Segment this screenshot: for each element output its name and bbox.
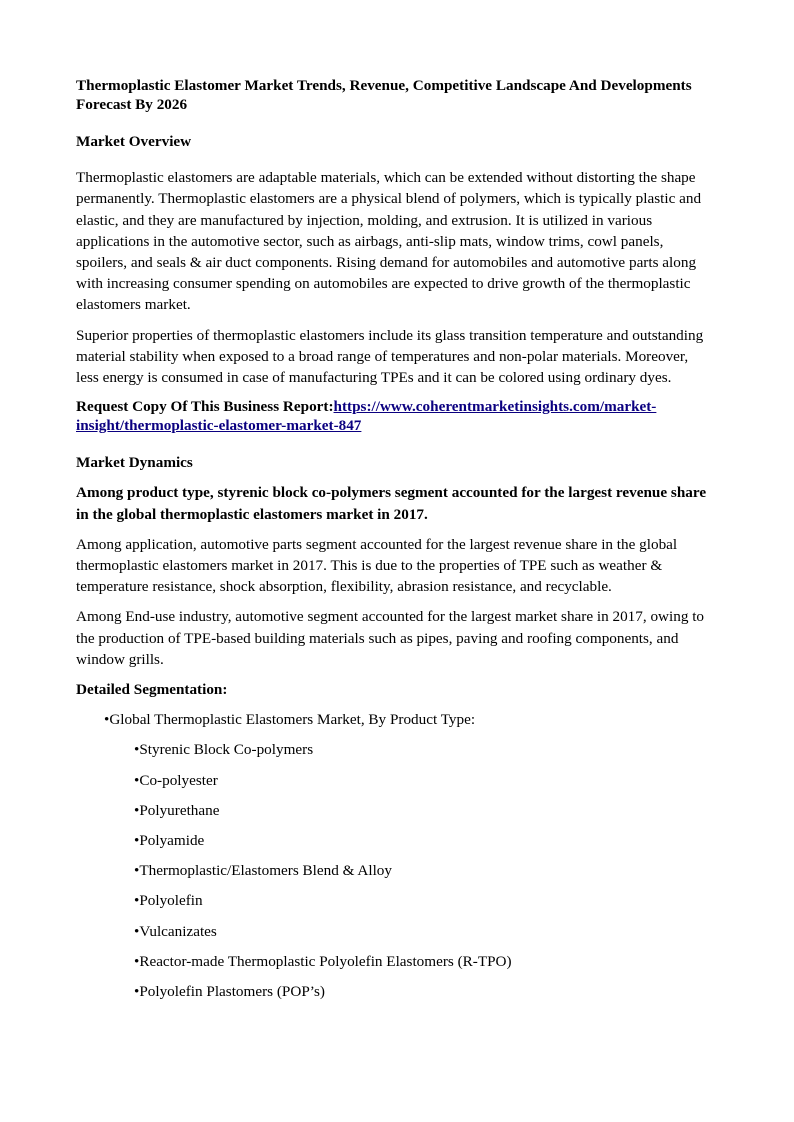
segmentation-list [76, 739, 710, 1002]
request-copy-label: Request Copy Of This Business Report: [76, 398, 334, 416]
overview-paragraph-1: Thermoplastic elastomers are adaptable materials, which can be extended without distorting the shape permanently. Thermoplastic elastomers are a physical blend of polymers, which is typically plastic and elastic, and they are manufactured by injection, molding, and extrusion. It is utilized in various applications in the automotive sector, such as airbags, anti-slip mats, window trims, cowl panels, spoilers, and seals & air duct components. Rising demand for automobiles and automotive parts along with increasing consumer spending on automobiles are expected to drive growth of the thermoplastic elastomers market. [76, 169, 702, 314]
list-item: •Polyolefin Plastomers (POP’s) [134, 983, 325, 1001]
segmentation-heading: Detailed Segmentation: [76, 681, 228, 699]
list-item: •Polyolefin [134, 892, 203, 910]
segmentation-group-label: •Global Thermoplastic Elastomers Market, By Product Type: [104, 711, 476, 729]
dynamics-bold-paragraph: Among product type, styrenic block co-polymers segment accounted for the largest revenue share in the global thermoplastic elastomers market in 2017. [76, 484, 707, 523]
dynamics-paragraph-2: Among End-use industry, automotive segment accounted for the largest market share in 2017, owing to the production of TPE-based building materials such as pipes, paving and roofing components, and window grills. [76, 608, 705, 668]
list-item: •Thermoplastic/Elastomers Blend & Alloy [134, 862, 392, 880]
page-title: Thermoplastic Elastomer Market Trends, Revenue, Competitive Landscape And Developments Forecast By 2026 [76, 77, 692, 113]
request-copy-line [76, 397, 710, 435]
report-link[interactable]: https://www.coherentmarketinsights.com/market- insight/thermoplastic-elastomer-market-847 [76, 398, 657, 435]
list-item: •Vulcanizates [134, 922, 217, 940]
market-overview-heading: Market Overview [76, 133, 192, 150]
market-dynamics-heading: Market Dynamics [76, 454, 193, 472]
overview-paragraph-2: Superior properties of thermoplastic elastomers include its glass transition temperature and outstanding material stability when exposed to a broad range of temperatures and non-polar materials. Moreover, less energy is consumed in case of manufacturing TPEs and it can be colored using ordinary dyes. [76, 326, 704, 387]
list-item: •Polyamide [134, 832, 205, 850]
list-item: •Polyurethane [134, 801, 220, 819]
list-item: •Styrenic Block Co-polymers [134, 741, 314, 759]
dynamics-paragraph-1: Among application, automotive parts segment accounted for the largest revenue share in the global thermoplastic elastomers market in 2017. This is due to the properties of TPE such as weather & temperature resistance, shock absorption, flexibility, abrasion resistance, and recyclable. [76, 535, 678, 596]
list-item: •Reactor-made Thermoplastic Polyolefin Elastomers (R-TPO) [134, 952, 512, 970]
list-item: •Co-polyester [134, 771, 218, 789]
